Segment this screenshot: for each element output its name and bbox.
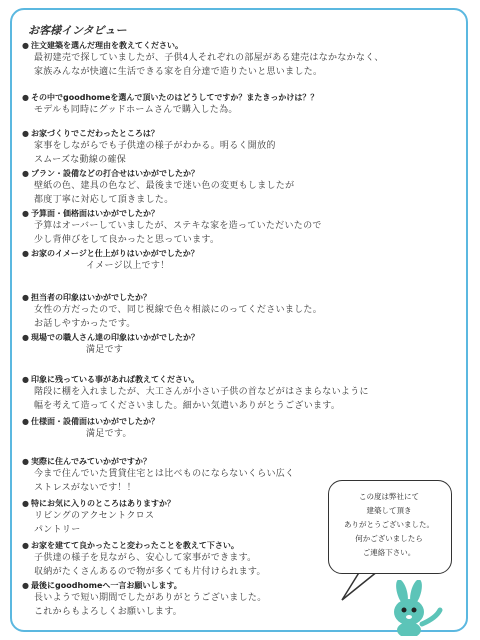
question-bullet-icon: ● [22, 417, 29, 426]
question-bullet-icon: ● [22, 581, 29, 590]
answer-line: ストレスがないです！！ [34, 483, 137, 493]
bubble-line: この度は弊社にて [359, 492, 419, 501]
question-bullet-icon: ● [22, 333, 29, 342]
answer-line: 少し背伸びをして良かったと思っています。 [34, 235, 220, 245]
page-title: お客様インタビュー [28, 24, 127, 37]
question-bullet-icon: ● [22, 129, 29, 138]
question-text: 特にお気に入りのところはありますか？ [31, 499, 175, 508]
answer-line: これからもよろしくお願いします。 [34, 607, 183, 617]
answer-line: 幅を考えて造ってくださいました。細かい気遣いありがとうございます。 [34, 401, 341, 411]
question-bullet-icon: ● [22, 499, 29, 508]
question-text: その中でgoodhomeを選んで頂いたのはどうしてですか？またきっかけは？？ [31, 93, 319, 102]
question-text: 予算面・価格面はいかがでしたか？ [31, 209, 159, 218]
question-bullet-icon: ● [22, 249, 29, 258]
question-text: 最後にgoodhomeへ一言お願いします。 [31, 581, 182, 590]
answer-line: 最初建売で探していましたが、子供4人それぞれの部屋がある建売はなかなかなく、 [34, 53, 384, 63]
answer-line: 満足です [86, 345, 124, 355]
answer-line: リビングのアクセントクロス [34, 511, 155, 521]
question-text: 印象に残っている事があれば教えてください。 [31, 375, 199, 384]
question-text: お家を建てて良かったこと変わったことを教えて下さい。 [31, 541, 239, 550]
answer-line: 都度丁寧に対応して頂きました。 [34, 195, 174, 205]
answer-line: お話しやすかったです。 [34, 319, 136, 329]
answer-line: 家事をしながらでも子供達の様子がわかる。明るく開放的 [34, 141, 276, 151]
answer-line: 女性の方だったので、同じ視線で色々相談にのってくださいました。 [34, 305, 323, 315]
speech-bubble-text [328, 490, 450, 560]
question-text: プラン・設備などの打合せはいかがでしたか？ [31, 169, 199, 178]
answer-line: スムーズな動線の確保 [34, 155, 127, 165]
answer-line: 家族みんなが快適に生活できる家を自分達で造りたいと思いました。 [34, 67, 323, 77]
question-text: 現場での職人さん達の印象はいかがでしたか？ [31, 333, 199, 342]
question-bullet-icon: ● [22, 457, 29, 466]
question-bullet-icon: ● [22, 93, 29, 102]
question-bullet-icon: ● [22, 541, 29, 550]
answer-line: モデルも同時にグッドホームさんで購入した為。 [34, 105, 238, 115]
answer-line: 長いようで短い期間でしたがありがとうございました。 [34, 593, 267, 603]
answer-line: 今まで住んでいた賃貸住宅とは比べものにならないくらい広く [34, 469, 295, 479]
answer-line: 満足です。 [86, 429, 132, 439]
rabbit-mascot-icon [380, 580, 460, 636]
answer-line: 階段に棚を入れましたが、大工さんが小さい子供の首などがはさまらないように [34, 387, 369, 397]
question-text: 担当者の印象はいかがでしたか？ [31, 293, 151, 302]
question-text: お家のイメージと仕上がりはいかがでしたか？ [31, 249, 199, 258]
answer-line: 子供達の様子を見ながら、安心して家事ができます。 [34, 553, 257, 563]
question-bullet-icon: ● [22, 375, 29, 384]
answer-line: パントリー [34, 525, 81, 535]
question-bullet-icon: ● [22, 41, 29, 50]
bubble-line: 建築して頂き [366, 506, 412, 515]
question-bullet-icon: ● [22, 169, 29, 178]
bubble-line: ありがとうございました。 [344, 520, 434, 529]
bubble-line: ご連絡下さい。 [362, 548, 416, 557]
question-bullet-icon: ● [22, 209, 29, 218]
question-text: お家づくりでこだわったところは？ [31, 129, 159, 138]
answer-line: イメージ以上です！ [86, 261, 170, 271]
question-bullet-icon: ● [22, 293, 29, 302]
answer-line: 収納がたくさんあるので物が多くても片付けられます。 [34, 567, 266, 577]
answer-line: 予算はオーバーしていましたが、ステキな家を造っていただいたので [34, 221, 322, 231]
answer-line: 壁紙の色、建具の色など、最後まで迷い色の変更もしましたが [34, 181, 295, 191]
question-text: 注文建築を選んだ理由を教えてください。 [31, 41, 183, 50]
bubble-line: 何かございましたら [355, 534, 423, 543]
question-text: 仕様面・設備面はいかがでしたか？ [31, 417, 159, 426]
question-text: 実際に住んでみていかがですか？ [31, 457, 151, 466]
